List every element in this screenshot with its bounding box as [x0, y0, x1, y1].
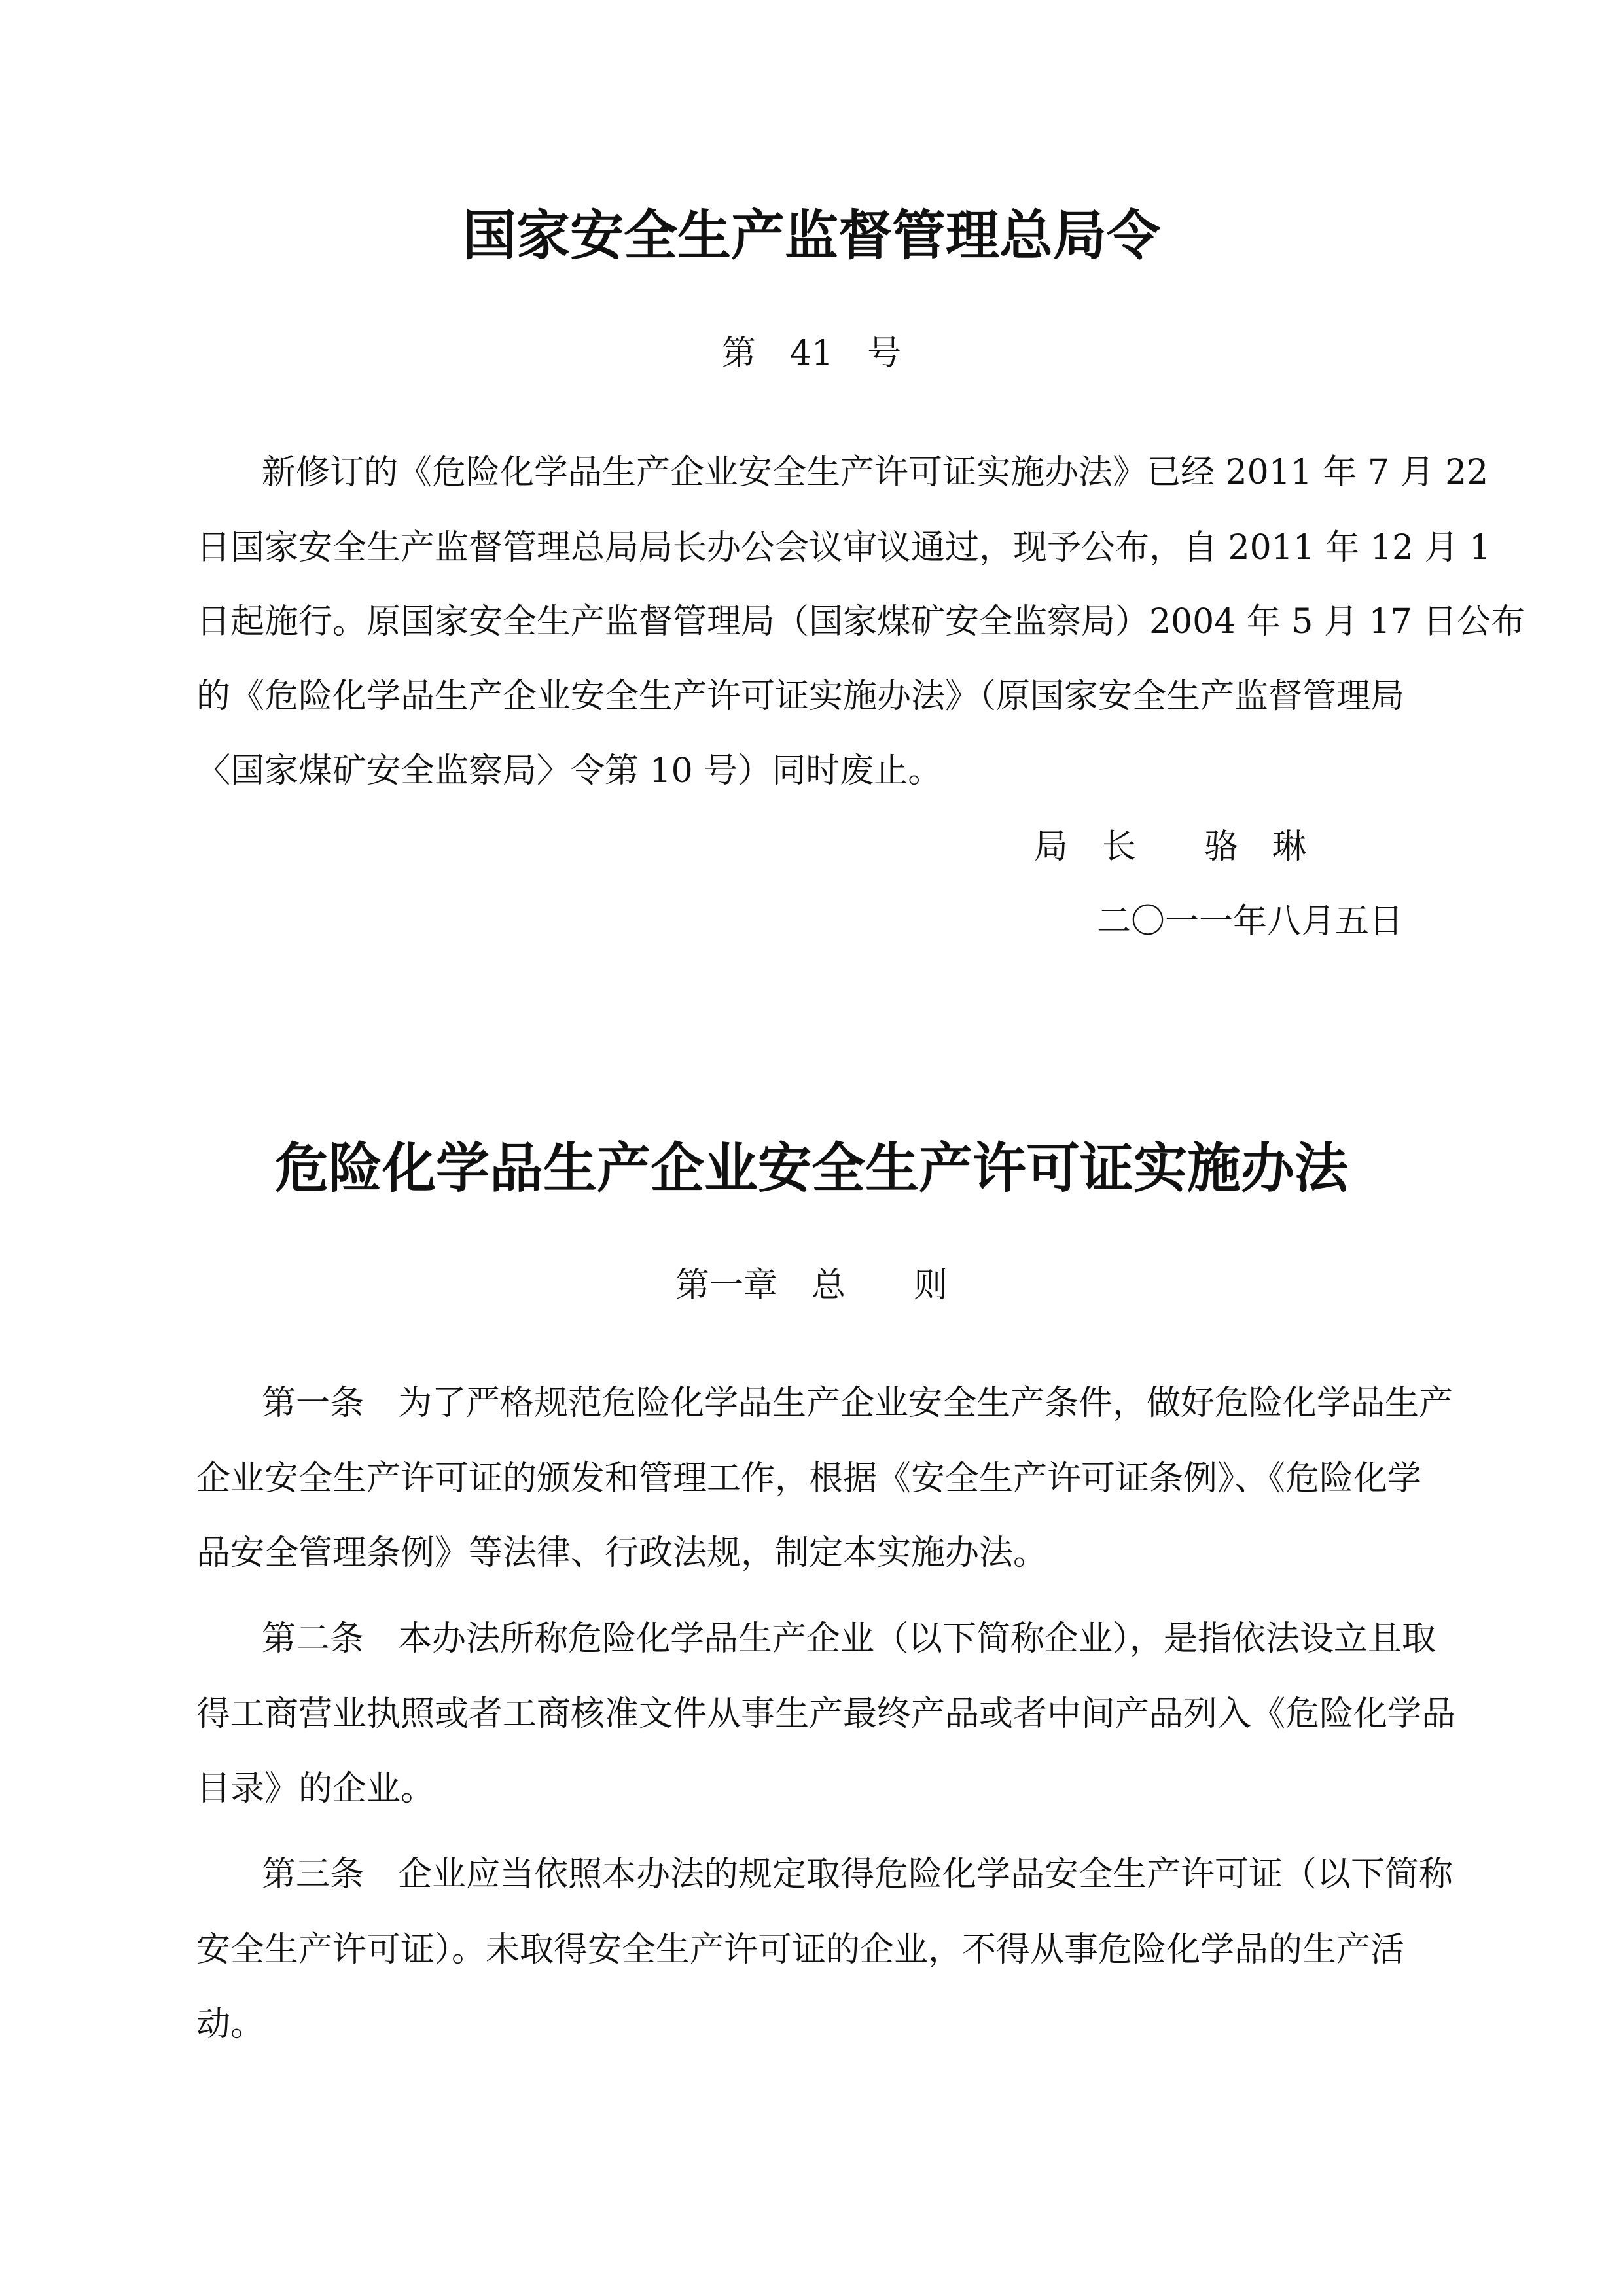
- order-number: 第 41 号: [721, 334, 902, 373]
- signature: 局 长 骆 琳: [1034, 827, 1307, 867]
- article-3-first-line: [262, 1854, 1453, 1895]
- order-paragraph-line: 日起施行。原国家安全生产监督管理局（国家煤矿安全监察局）2004 年 5 月 17 日公布: [196, 602, 1525, 641]
- article-text: 为了严格规范危险化学品生产企业安全生产条件，做好危险化学品生产: [398, 1384, 1454, 1423]
- article-text: 企业应当依照本办法的规定取得危险化学品安全生产许可证（以下简称: [398, 1855, 1454, 1894]
- article-text-line: 动。: [196, 2005, 265, 2044]
- article-text-line: 得工商营业执照或者工商核准文件从事生产最终产品或者中间产品列入《危险化学品: [196, 1695, 1456, 1734]
- article-text: 本办法所称危险化学品生产企业（以下简称企业），是指依法设立且取: [398, 1619, 1436, 1659]
- order-paragraph-line: 的《危险化学品生产企业安全生产许可证实施办法》（原国家安全生产监督管理局: [196, 677, 1405, 716]
- article-text-line: 品安全管理条例》等法律、行政法规，制定本实施办法。: [196, 1534, 1048, 1573]
- order-paragraph-line: 新修订的《危险化学品生产企业安全生产许可证实施办法》已经 2011 年 7 月 22: [262, 453, 1489, 492]
- issue-date: 二〇一一年八月五日: [1097, 902, 1404, 941]
- order-paragraph-line: 日国家安全生产监督管理总局局长办公会议审议通过，现予公布，自 2011 年 12 月 1: [196, 528, 1491, 567]
- article-text-line: 企业安全生产许可证的颁发和管理工作，根据《安全生产许可证条例》、《危险化学: [196, 1459, 1422, 1498]
- article-label: 第二条: [262, 1619, 365, 1659]
- regulation-title: 危险化学品生产企业安全生产许可证实施办法: [274, 1137, 1348, 1200]
- article-1-first-line: [262, 1382, 1453, 1424]
- order-paragraph-line: 〈国家煤矿安全监察局〉令第 10 号）同时废止。: [196, 751, 942, 791]
- article-label: 第三条: [262, 1855, 365, 1894]
- order-title: 国家安全生产监督管理总局令: [462, 204, 1160, 267]
- article-text-line: 目录》的企业。: [196, 1769, 435, 1808]
- chapter-heading: 第一章 总 则: [675, 1266, 948, 1305]
- article-text-line: 安全生产许可证）。未取得安全生产许可证的企业，不得从事危险化学品的生产活: [196, 1930, 1405, 1969]
- article-2-first-line: [262, 1618, 1436, 1660]
- article-label: 第一条: [262, 1384, 365, 1423]
